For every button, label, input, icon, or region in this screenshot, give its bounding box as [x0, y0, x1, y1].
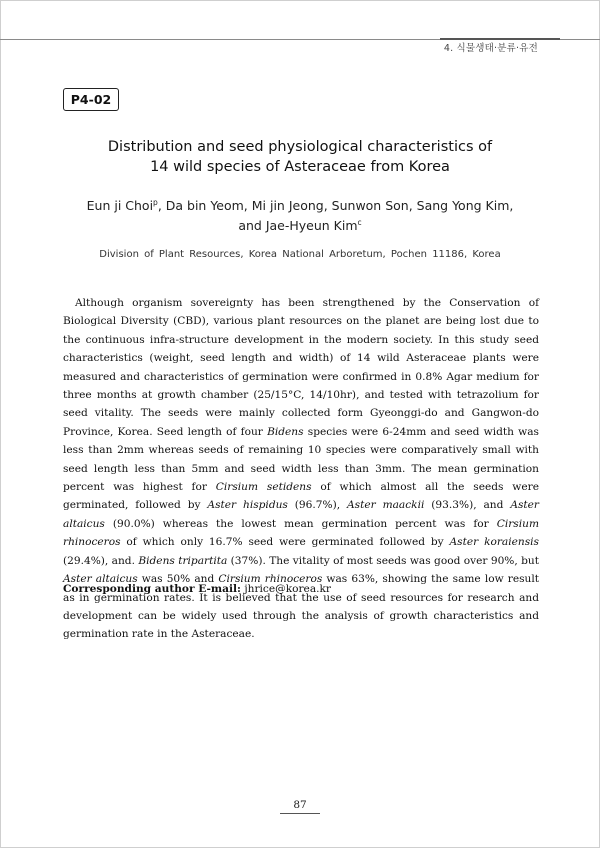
species-name: Cirsium rhinoceros: [63, 517, 539, 549]
species-name: Aster maackii: [346, 499, 425, 512]
paper-title-line-2: 14 wild species of Asteraceae from Korea: [150, 159, 450, 175]
abstract-text: (29.4%), and.: [63, 554, 139, 567]
corresponding-email: jhrice@korea.kr: [240, 583, 331, 595]
section-label: 4. 식물생태·분류·유전: [443, 43, 538, 54]
species-name: Aster altaicus: [63, 573, 138, 586]
page-number: 87: [293, 799, 307, 811]
page-number-rule: [280, 813, 320, 814]
author-list-line-2: [60, 213, 540, 236]
author-names: , Da bin Yeom, Mi jin Jeong, Sunwon Son, Sang Yong Kim,: [157, 198, 514, 213]
author-name: Eun ji Choi: [86, 198, 154, 213]
abstract-text: of which almost all the seeds were germinated, followed by: [63, 481, 539, 512]
abstract-text: (93.3%), and: [424, 499, 511, 512]
paper-title-line-1: Distribution and seed physiological characteristics of: [107, 139, 493, 155]
corresponding-mark: c: [357, 218, 362, 227]
abstract-text: was 50% and: [137, 573, 219, 586]
species-name: Aster hispidus: [207, 499, 288, 512]
poster-id-badge: P4-02: [63, 88, 119, 111]
species-name: Bidens tripartita: [138, 554, 228, 567]
page-header: [0, 0, 600, 58]
corresponding-author: [63, 583, 331, 595]
species-name: Aster altaicus: [63, 499, 539, 530]
corresponding-label: Corresponding author E-mail:: [63, 583, 241, 595]
presenter-mark: p: [153, 198, 158, 207]
abstract-text: (90.0%) whereas the lowest mean germination percent was for: [104, 517, 497, 530]
abstract-text: Although organism sovereignty has been strengthened by the Conservation of Biological Diversity (CBD), various plant resources on the planet are being lost due to the continuous infra-structure development in the modern society. In this study seed characteristics (weight, seed length and width) of 14 wild Asteraceae plants were measured and characteristics of germination were confirmed in 0.8% Agar medium for three months at growth chamber (25/15°C, 14/10hr), and tested with tetrazolium for seed vitality. The seeds were mainly collected form Gyeonggi-do and Gangwon-do Province, Korea. Seed length of four: [63, 297, 539, 438]
species-name: Cirsium setidens: [215, 481, 312, 494]
species-name: Cirsium rhinoceros: [218, 573, 323, 586]
abstract-text: (37%). The vitality of most seeds was good over 90%, but: [227, 554, 539, 567]
author-name: and Jae-Hyeun Kim: [238, 218, 358, 233]
abstract-text: species were 6-24mm and seed width was less than 2mm whereas seeds of remaining 10 species were comparatively small with seed length less than 5mm and seed width less than 3mm. The mean germination percent was highest for: [63, 425, 539, 494]
affiliation: Division of Plant Resources, Korea National Arboretum, Pochen 11186, Korea: [99, 249, 501, 260]
species-name: Aster koraiensis: [449, 536, 539, 549]
abstract-text: was 63%, showing the same low result as in germination rates. It is believed that the use of seed resources for research and development can be widely used through the analysis of growth characteristics and germination rate in the Asteraceae.: [63, 573, 539, 641]
abstract-text: of which only 16.7% seed were germinated followed by: [120, 536, 450, 549]
abstract-text: (96.7%),: [287, 499, 347, 512]
species-name: Bidens: [267, 425, 304, 438]
